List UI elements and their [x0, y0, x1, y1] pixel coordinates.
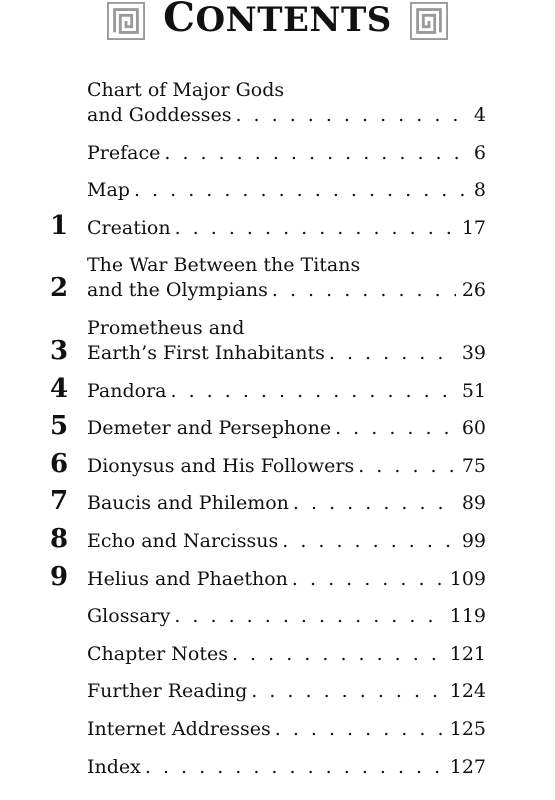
dot-leader — [235, 103, 467, 128]
toc-entry[interactable] — [0, 448, 555, 479]
entry-title-line: The War Between the Titans — [87, 254, 361, 277]
entry-title-line: Internet Addresses — [87, 717, 271, 740]
page-number: 39 — [461, 341, 486, 364]
toc-entry[interactable] — [0, 253, 555, 303]
toc-entry[interactable] — [0, 210, 555, 241]
dot-leader — [329, 341, 456, 366]
toc-entry[interactable] — [0, 561, 555, 592]
title-initial: C — [163, 0, 196, 41]
entry-title-line: Demeter and Persephone — [87, 417, 332, 440]
toc-entry[interactable] — [0, 411, 555, 442]
entry-text — [87, 316, 486, 366]
dot-leader — [292, 567, 444, 592]
dot-leader — [282, 529, 456, 554]
entry-title-line: Prometheus and — [87, 316, 245, 339]
chapter-number: 4 — [50, 373, 69, 404]
table-of-contents — [0, 78, 555, 792]
entry-text — [87, 416, 486, 441]
chapter-number: 8 — [50, 523, 69, 554]
toc-entry[interactable] — [0, 141, 555, 166]
page-title — [163, 0, 392, 40]
entry-title-line: Chart of Major Gods — [87, 79, 285, 101]
entry-title-line: Echo and Narcissus — [87, 529, 279, 552]
page-number: 121 — [449, 642, 486, 665]
entry-text — [87, 642, 486, 667]
toc-entry[interactable] — [0, 755, 555, 780]
dot-leader — [174, 604, 443, 629]
page-number: 8 — [473, 179, 486, 202]
dot-leader — [293, 491, 456, 516]
page-number: 4 — [473, 104, 486, 126]
entry-title-line: Preface — [87, 141, 161, 164]
chapter-number: 3 — [50, 335, 69, 366]
dot-leader — [251, 679, 443, 704]
entry-text — [87, 379, 486, 404]
entry-text — [87, 216, 486, 241]
entry-text — [87, 679, 486, 704]
entry-title-line: Further Reading — [87, 680, 248, 703]
dot-leader — [335, 416, 456, 441]
chapter-number: 7 — [50, 486, 69, 517]
chapter-number: 9 — [50, 561, 69, 592]
chapter-number: 5 — [50, 411, 69, 442]
dot-leader — [171, 379, 456, 404]
entry-text — [87, 178, 486, 203]
toc-entry[interactable] — [0, 523, 555, 554]
toc-entry[interactable] — [0, 679, 555, 704]
entry-title-line: and the Olympians — [87, 279, 268, 302]
toc-entry[interactable] — [0, 486, 555, 517]
dot-leader — [145, 755, 444, 780]
page-number: 26 — [461, 279, 486, 302]
entry-title-line: Pandora — [87, 379, 167, 402]
page-number: 89 — [461, 492, 486, 515]
page-number: 75 — [461, 454, 486, 477]
toc-entry[interactable] — [0, 717, 555, 742]
greek-key-icon — [410, 2, 448, 40]
entry-title-line: Index — [87, 755, 141, 778]
dot-leader — [164, 141, 468, 166]
greek-key-icon — [107, 2, 145, 40]
entry-text — [87, 755, 486, 780]
entry-title-line: Creation — [87, 216, 171, 239]
entry-text — [87, 78, 486, 128]
entry-title-line: Glossary — [87, 605, 171, 628]
page-number: 99 — [461, 529, 486, 552]
page-number: 109 — [449, 567, 486, 590]
entry-text — [87, 529, 486, 554]
toc-entry[interactable] — [0, 316, 555, 366]
dot-leader — [175, 216, 456, 241]
entry-text — [87, 141, 486, 166]
page-number: 119 — [449, 605, 486, 628]
page-number: 6 — [473, 141, 486, 164]
page-number: 17 — [461, 216, 486, 239]
toc-entry[interactable] — [0, 178, 555, 203]
entry-text — [87, 604, 486, 629]
entry-title-line: and Goddesses — [87, 104, 232, 126]
page-number: 127 — [449, 755, 486, 778]
entry-text — [87, 253, 486, 303]
dot-leader — [272, 278, 456, 303]
entry-title-line: Baucis and Philemon — [87, 492, 289, 515]
title-row — [0, 0, 555, 44]
toc-entry[interactable] — [0, 604, 555, 629]
toc-entry[interactable] — [0, 78, 555, 128]
page-number: 51 — [461, 379, 486, 402]
chapter-number: 1 — [50, 210, 69, 241]
entry-title-line: Dionysus and His Followers — [87, 454, 355, 477]
entry-title-line: Earth’s First Inhabitants — [87, 341, 325, 364]
title-rest: ONTENTS — [195, 0, 392, 40]
entry-text — [87, 717, 486, 742]
entry-text — [87, 454, 486, 479]
dot-leader — [232, 642, 444, 667]
entry-text — [87, 567, 486, 592]
dot-leader — [358, 454, 456, 479]
chapter-number: 2 — [50, 273, 69, 304]
dot-leader — [275, 717, 444, 742]
toc-entry[interactable] — [0, 642, 555, 667]
chapter-number: 6 — [50, 448, 69, 479]
page-number: 125 — [449, 717, 486, 740]
entry-text — [87, 491, 486, 516]
toc-entry[interactable] — [0, 373, 555, 404]
entry-title-line: Chapter Notes — [87, 642, 228, 665]
page-number: 60 — [461, 417, 486, 440]
entry-title-line: Helius and Phaethon — [87, 567, 288, 590]
page-number: 124 — [449, 680, 486, 703]
entry-title-line: Map — [87, 179, 130, 202]
dot-leader — [134, 178, 468, 203]
